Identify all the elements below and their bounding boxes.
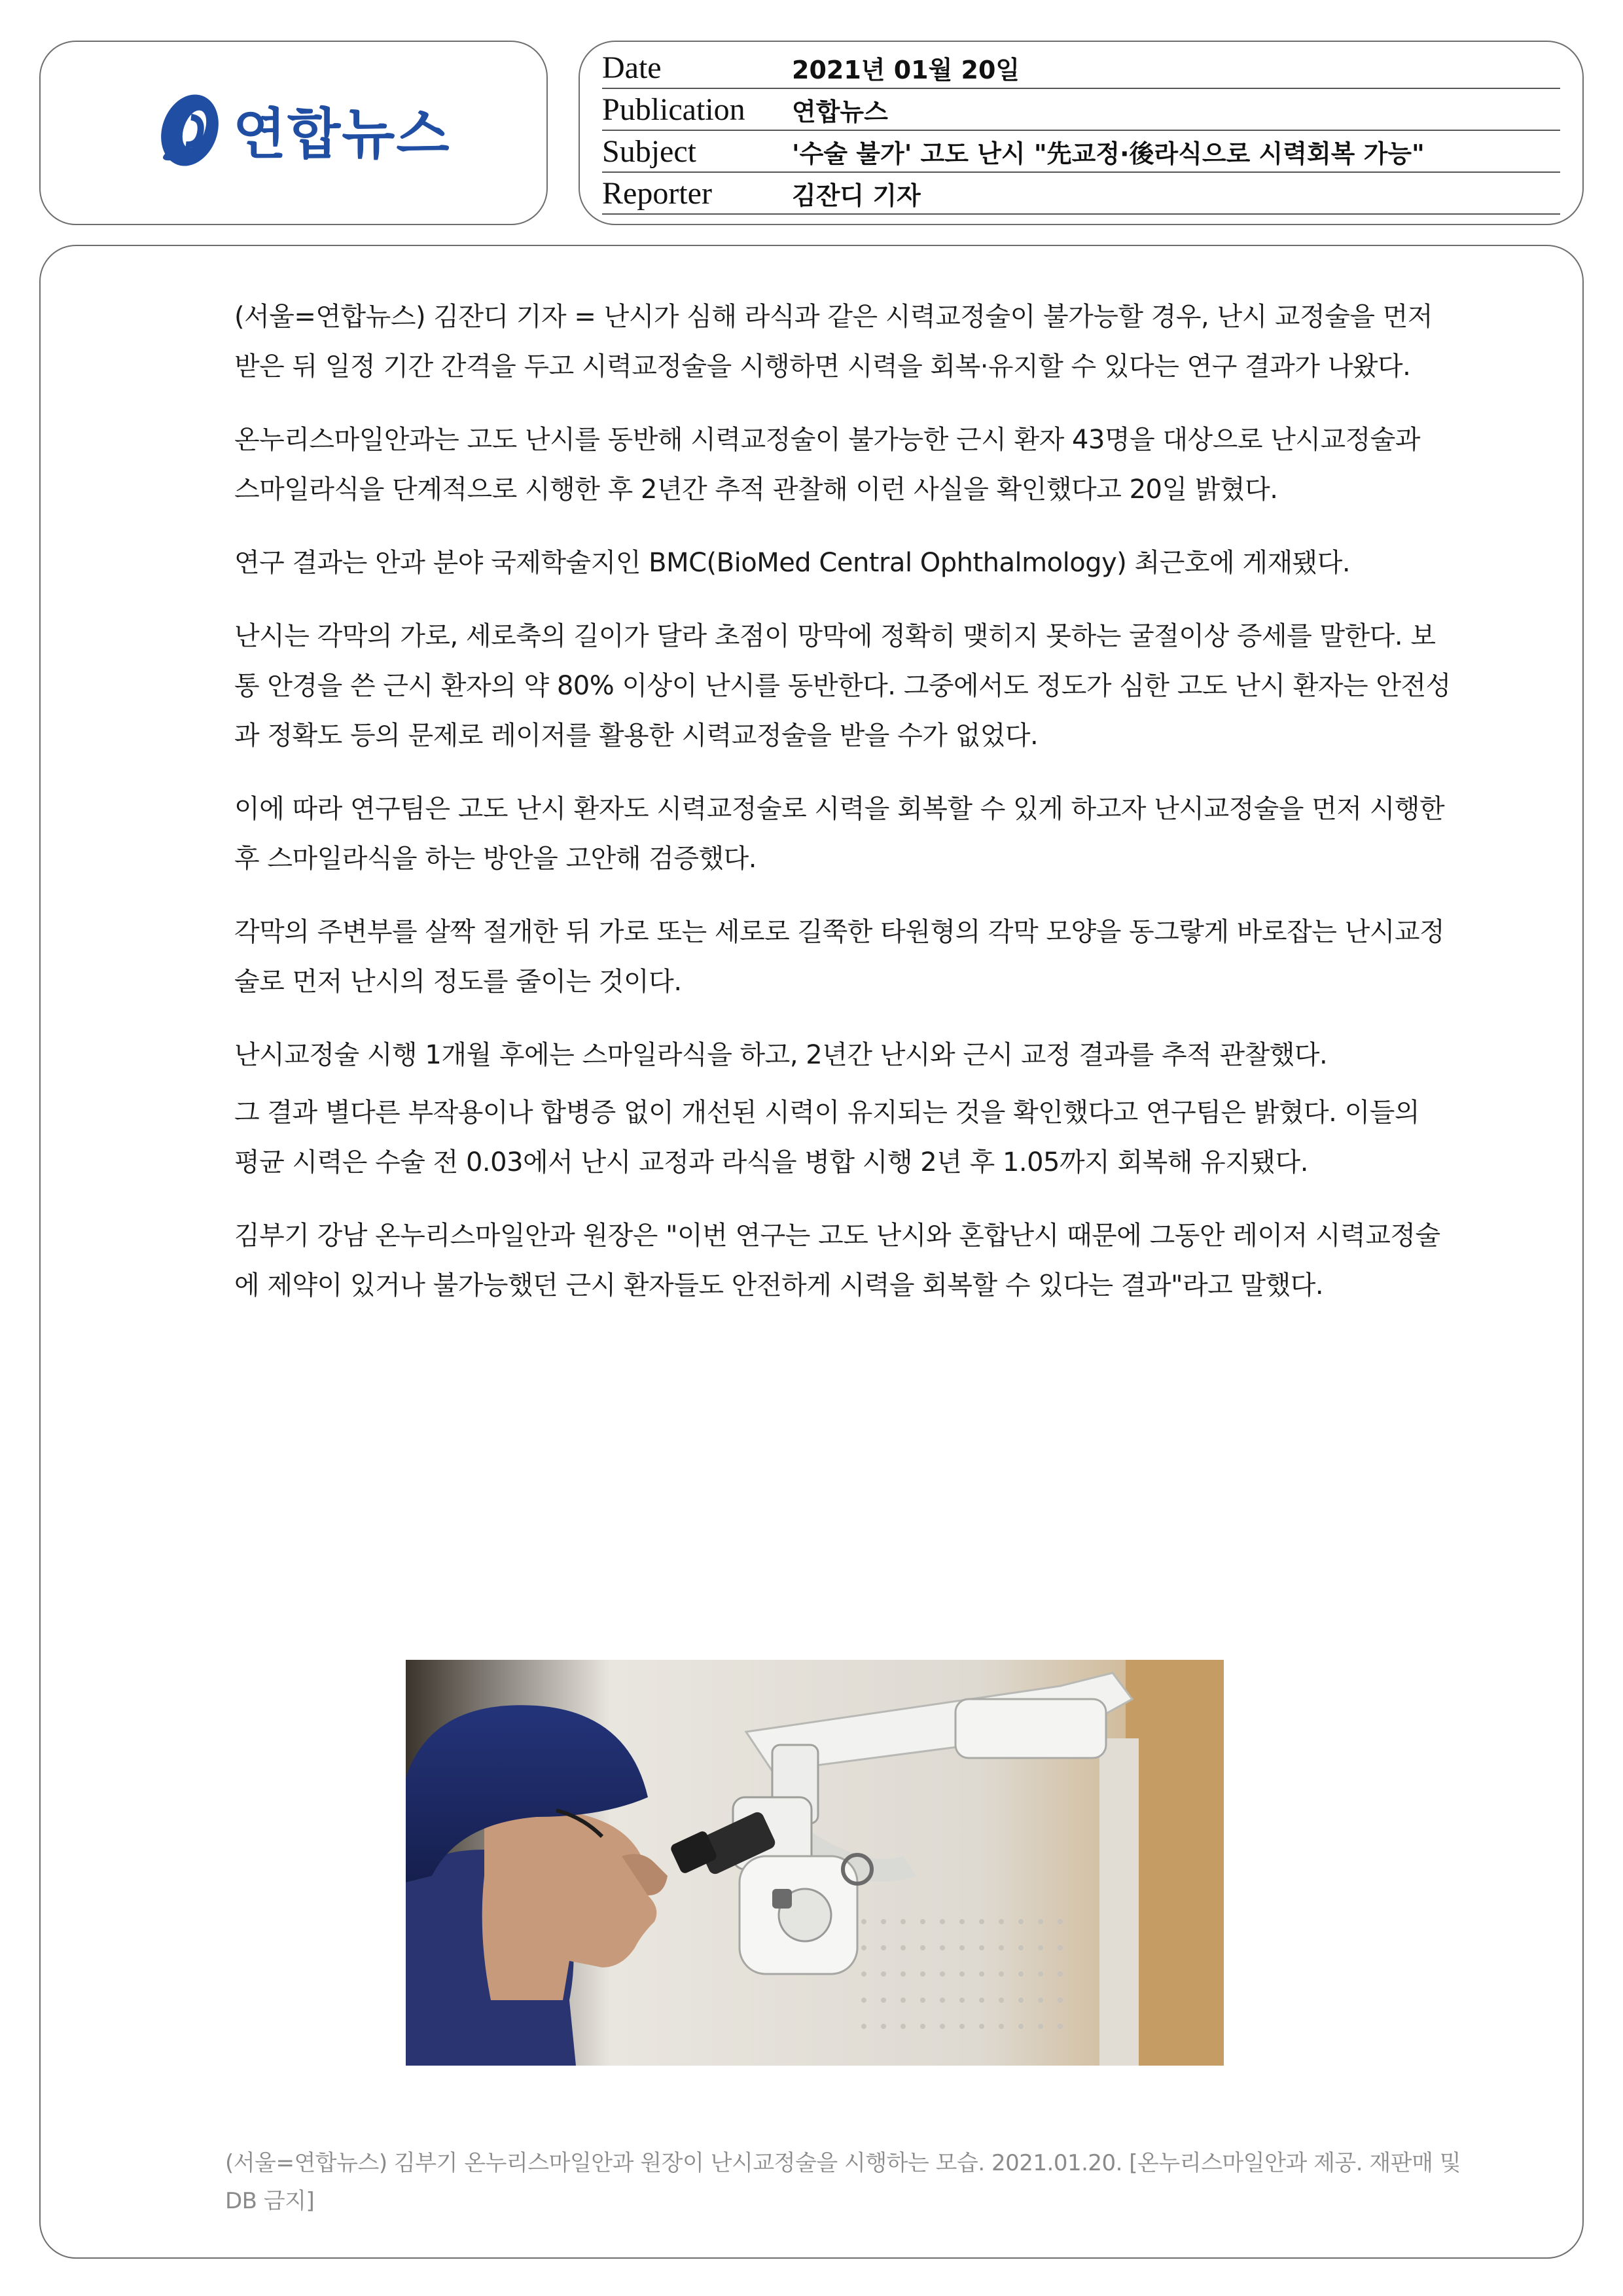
logo-text: 연합뉴스 (233, 102, 451, 166)
article-paragraph: 난시교정술 시행 1개월 후에는 스마일라식을 하고, 2년간 난시와 근시 교정 결과를 추적 관찰했다. (234, 1040, 1328, 1070)
article-paragraph: 난시는 각막의 가로, 세로축의 길이가 달라 초점이 망막에 정확히 맺히지 못하는 굴절이상 증세를 말한다. 보통 안경을 쓴 근시 환자의 약 80% 이상이 난시를 동반한다. 그중에서도 정도가 심한 고도 난시 환자는 안전성과 정확도 등의 문제로 레이저를 활용한 시력교정술을 받을 수가 없었다. (234, 621, 1451, 751)
meta-value-publication: 연합뉴스 (792, 97, 888, 126)
article-paragraph: 그 결과 별다른 부작용이나 합병증 없이 개선된 시력이 유지되는 것을 확인했다고 연구팀은 밝혔다. 이들의 평균 시력은 수술 전 0.03에서 난시 교정과 라식을 병합 시행 2년 후 1.05까지 회복해 유지됐다. (234, 1098, 1420, 1177)
yonhap-logo (151, 90, 451, 170)
photo-illustration (406, 1660, 1224, 2066)
article-panel (39, 245, 1584, 2259)
article-paragraph: 연구 결과는 안과 분야 국제학술지인 BMC(BioMed Central Ophthalmology) 최근호에 게재됐다. (234, 548, 1351, 578)
article-paragraph: 김부기 강남 온누리스마일안과 원장은 "이번 연구는 고도 난시와 혼합난시 때문에 그동안 레이저 시력교정술에 제약이 있거나 불가능했던 근시 환자들도 안전하게 시력을 회복할 수 있다는 결과"라고 말했다. (234, 1221, 1440, 1300)
meta-value-reporter: 김잔디 기자 (792, 181, 921, 210)
meta-label: Reporter (602, 175, 712, 211)
meta-row-reporter (602, 173, 1560, 215)
logo-panel (39, 41, 548, 225)
meta-value-date: 2021년 01월 20일 (792, 55, 1020, 84)
meta-row-publication (602, 89, 1560, 131)
metadata-panel (579, 41, 1584, 225)
article-paragraph: 온누리스마일안과는 고도 난시를 동반해 시력교정술이 불가능한 근시 환자 43명을 대상으로 난시교정술과 스마일라식을 단계적으로 시행한 후 2년간 추적 관찰해 이런 사실을 확인했다고 20일 밝혔다. (234, 425, 1421, 505)
article-paragraph: 이에 따라 연구팀은 고도 난시 환자도 시력교정술로 시력을 회복할 수 있게 하고자 난시교정술을 먼저 시행한 후 스마일라식을 하는 방안을 고안해 검증했다. (234, 794, 1445, 874)
meta-label: Subject (602, 134, 696, 169)
yonhap-logo-icon (151, 91, 229, 170)
meta-row-subject (602, 131, 1560, 173)
metadata-table (602, 47, 1560, 215)
article-photo (406, 1660, 1224, 2066)
meta-value-subject: '수술 불가' 고도 난시 "先교정·後라식으로 시력회복 가능" (792, 139, 1425, 168)
article-body (234, 292, 1452, 1334)
article-paragraph: (서울=연합뉴스) 김잔디 기자 = 난시가 심해 라식과 같은 시력교정술이 불가능할 경우, 난시 교정술을 먼저 받은 뒤 일정 기간 간격을 두고 시력교정술을 시행하면 시력을 회복·유지할 수 있다는 연구 결과가 나왔다. (234, 302, 1433, 382)
photo-caption: (서울=연합뉴스) 김부기 온누리스마일안과 원장이 난시교정술을 시행하는 모습. 2021.01.20. [온누리스마일안과 제공. 재판매 및 DB 금지] (225, 2150, 1461, 2214)
meta-row-date (602, 47, 1560, 89)
meta-label: Date (602, 50, 662, 85)
meta-label: Publication (602, 92, 745, 127)
article-paragraph: 각막의 주변부를 살짝 절개한 뒤 가로 또는 세로로 길쭉한 타원형의 각막 모양을 동그랗게 바로잡는 난시교정술로 먼저 난시의 정도를 줄이는 것이다. (234, 917, 1445, 997)
